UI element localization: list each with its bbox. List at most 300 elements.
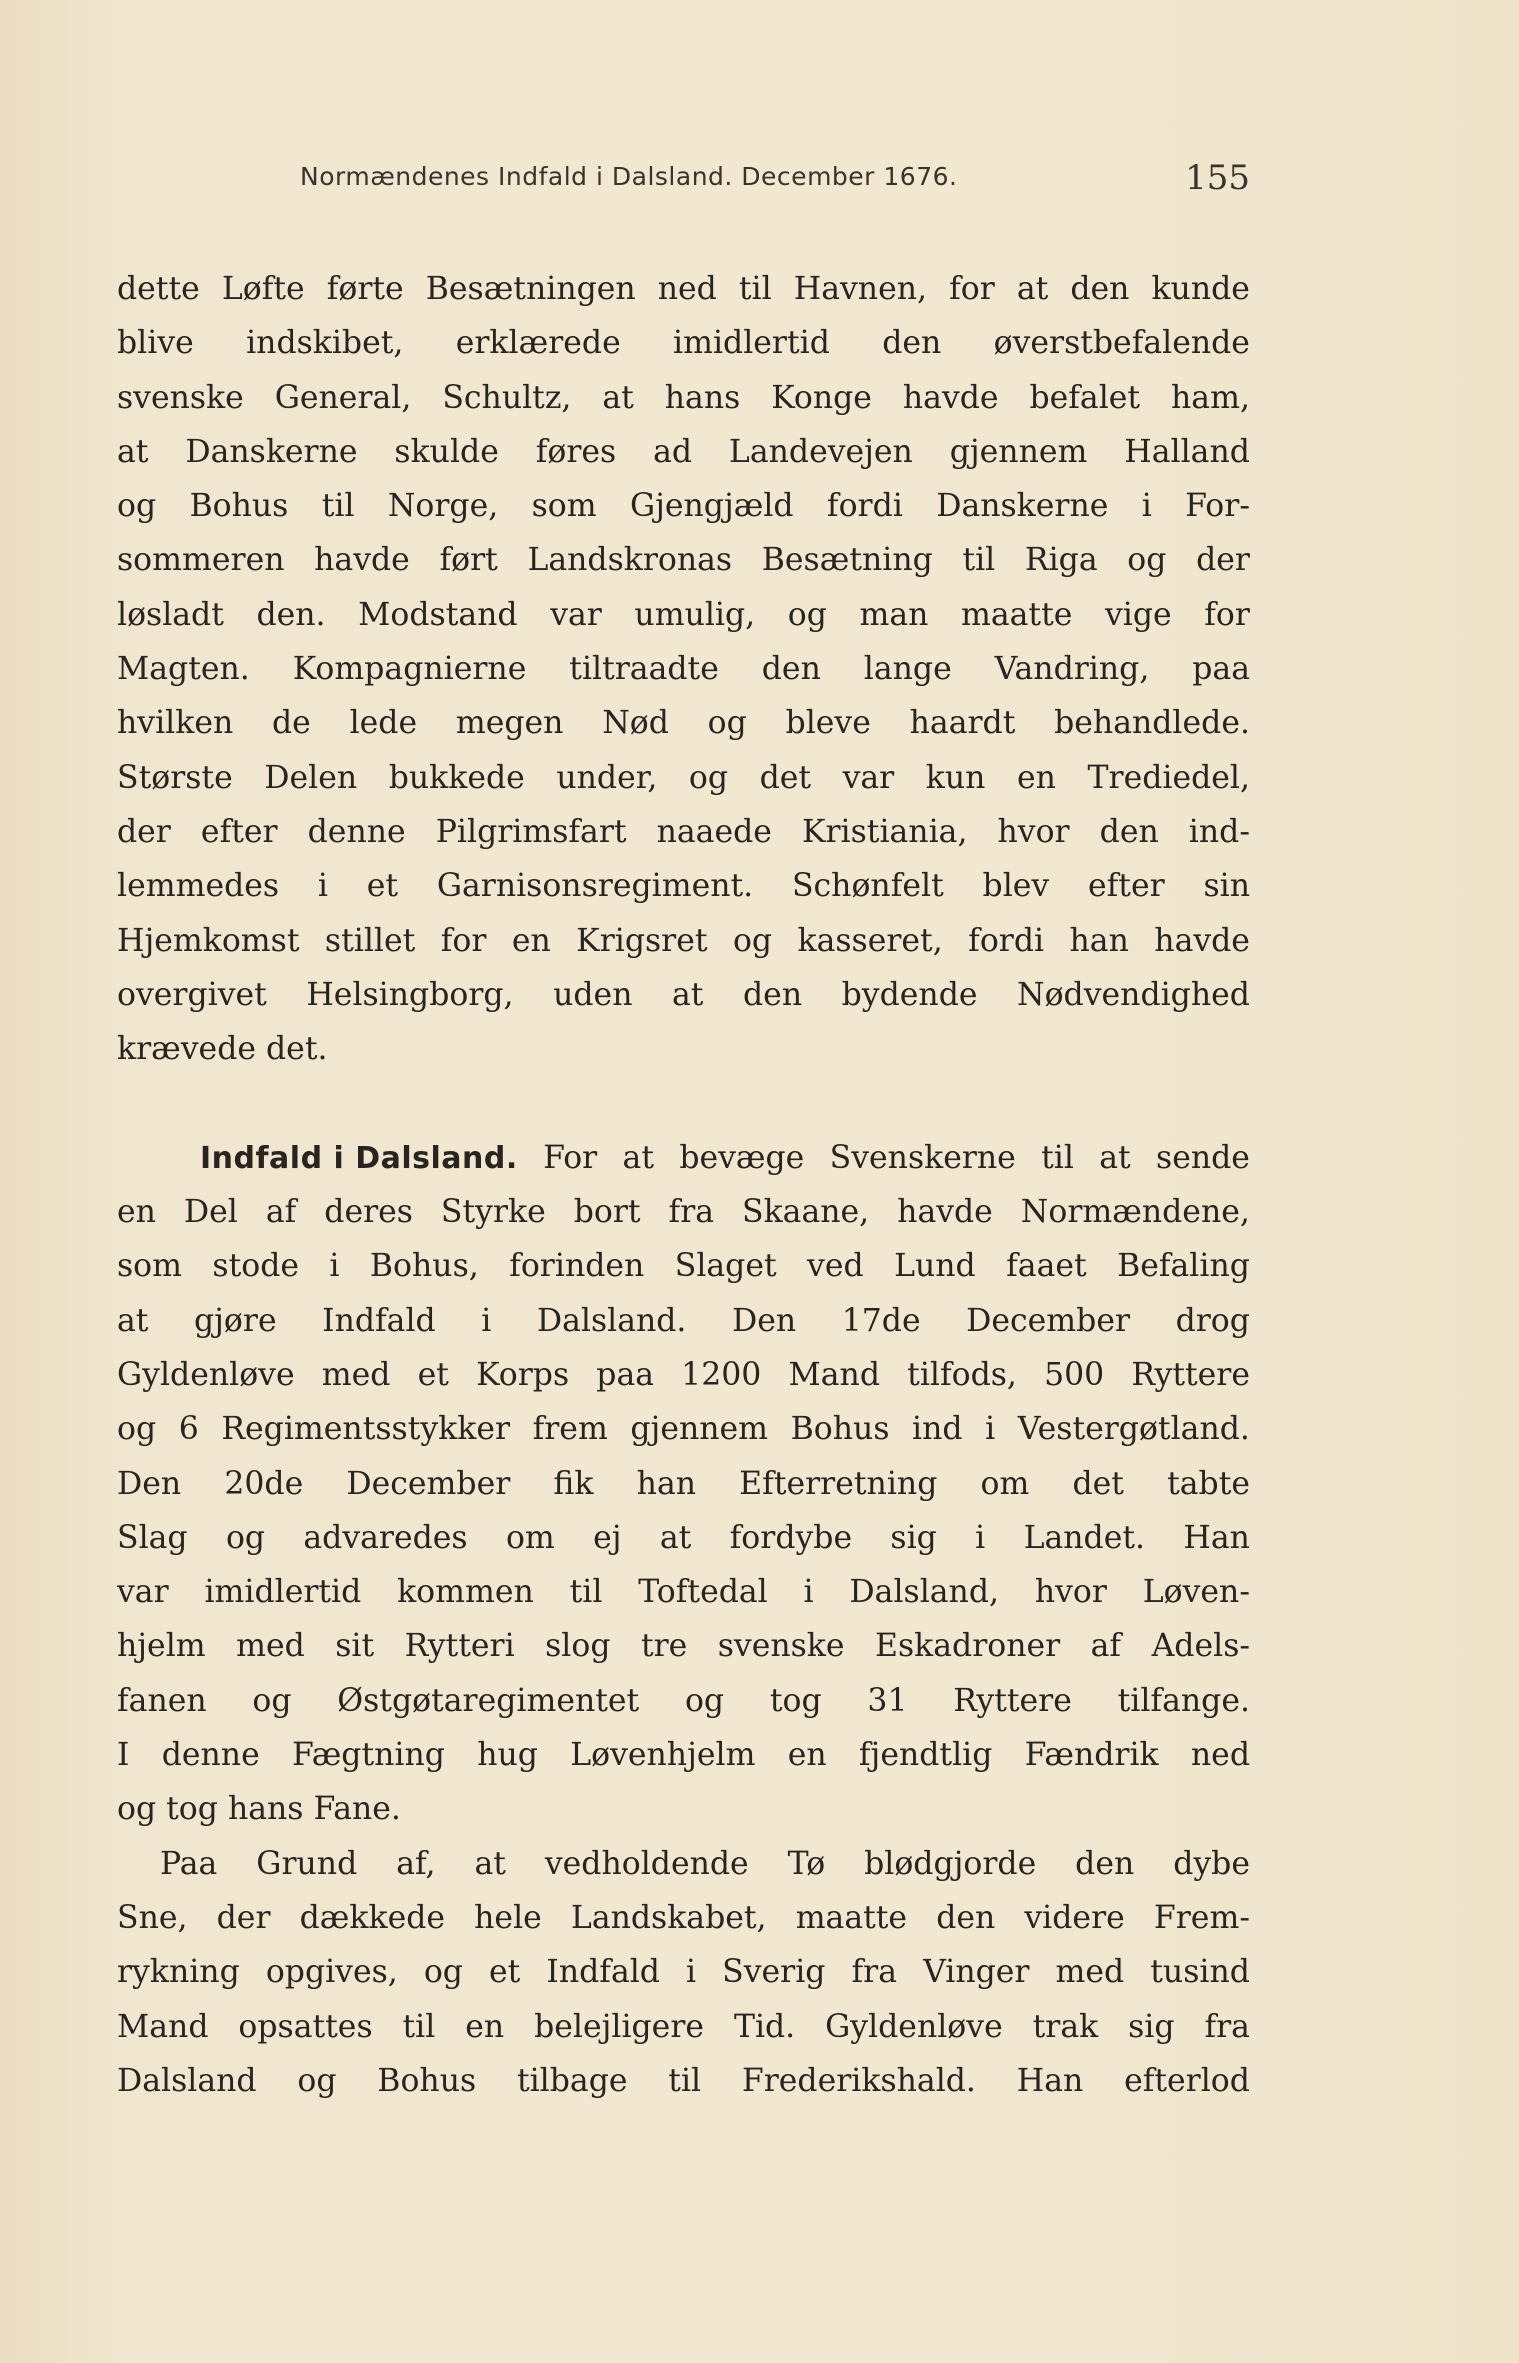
word: at bbox=[474, 1845, 506, 1882]
word: overgivet bbox=[117, 976, 267, 1013]
page-number: 155 bbox=[1185, 158, 1250, 198]
word: til bbox=[402, 2008, 436, 2045]
word: af bbox=[1090, 1628, 1122, 1665]
word: som bbox=[531, 488, 597, 525]
word: hjelm bbox=[117, 1628, 206, 1665]
word: Landskabet, bbox=[570, 1899, 767, 1936]
word: Tid. bbox=[733, 2008, 796, 2045]
text-line bbox=[117, 1402, 1250, 1456]
word: Vandring, bbox=[994, 651, 1150, 688]
word: fra bbox=[668, 1194, 715, 1231]
paragraph-end-line bbox=[117, 1022, 1250, 1076]
word: og bbox=[117, 488, 157, 525]
word: 1200 bbox=[681, 1356, 762, 1393]
word: drog bbox=[1175, 1302, 1250, 1339]
word: Østgøtaregimentet bbox=[337, 1682, 640, 1719]
word: dækkede bbox=[299, 1899, 446, 1936]
text-line bbox=[117, 1891, 1250, 1945]
word: Fændrik bbox=[1024, 1737, 1159, 1774]
word: Styrke bbox=[440, 1194, 546, 1231]
word: at bbox=[117, 433, 149, 470]
word: skulde bbox=[394, 433, 499, 470]
word: og bbox=[252, 1682, 292, 1719]
word: December bbox=[346, 1465, 511, 1502]
word: efterlod bbox=[1124, 2062, 1250, 2099]
word: bort bbox=[573, 1194, 641, 1231]
word: opgives, bbox=[265, 1954, 398, 1991]
word: dette bbox=[117, 271, 200, 307]
word: Slag bbox=[117, 1519, 188, 1556]
word: en bbox=[787, 1737, 827, 1774]
word: Sverig bbox=[722, 1954, 826, 1991]
word: belejligere bbox=[534, 2008, 705, 2045]
word: der bbox=[1196, 542, 1250, 579]
word: fordi bbox=[826, 488, 903, 525]
word: behandlede. bbox=[1054, 705, 1250, 742]
word: advaredes bbox=[303, 1519, 468, 1556]
word: løsladt bbox=[117, 596, 224, 633]
text-line bbox=[117, 316, 1250, 370]
paragraph-end-line bbox=[117, 1782, 1250, 1836]
word: man bbox=[859, 596, 929, 633]
word: forinden bbox=[509, 1248, 645, 1285]
word: Han bbox=[1183, 1519, 1250, 1556]
word: Hjemkomst bbox=[117, 922, 300, 959]
word: til bbox=[738, 271, 772, 307]
word: og bbox=[1127, 542, 1167, 579]
text-line bbox=[117, 588, 1250, 642]
word: den bbox=[761, 651, 821, 688]
word: det bbox=[759, 759, 812, 796]
word: imidlertid bbox=[204, 1574, 362, 1611]
word: Rytteri bbox=[404, 1628, 515, 1665]
word: føres bbox=[535, 433, 617, 470]
word: maatte bbox=[795, 1899, 908, 1936]
word: hvor bbox=[1034, 1574, 1107, 1611]
word: fordybe bbox=[729, 1519, 853, 1556]
text-line bbox=[117, 696, 1250, 750]
word: ej bbox=[593, 1519, 622, 1556]
word: bukkede bbox=[388, 759, 525, 796]
word: Vinger bbox=[923, 1954, 1030, 1991]
section-heading: Indfald i Dalsland. bbox=[200, 1140, 518, 1176]
word: Gyldenløve bbox=[117, 1356, 295, 1393]
word: Trediedel, bbox=[1087, 759, 1250, 796]
word: hans bbox=[664, 379, 741, 416]
text-line bbox=[117, 805, 1250, 859]
word: sig bbox=[1128, 2008, 1175, 2045]
word: gjennem bbox=[949, 433, 1088, 470]
word: General, bbox=[274, 379, 412, 416]
word: der bbox=[117, 813, 171, 850]
word: ham, bbox=[1171, 379, 1250, 416]
word: lange bbox=[863, 651, 952, 688]
word: tilfods, bbox=[907, 1356, 1017, 1393]
word: Landevejen bbox=[728, 433, 913, 470]
word: svenske bbox=[117, 379, 244, 416]
word: og bbox=[707, 705, 747, 742]
word: og bbox=[732, 922, 773, 959]
word: bevæge bbox=[679, 1139, 805, 1176]
word: den bbox=[936, 1899, 996, 1936]
word: Helsingborg, bbox=[306, 976, 514, 1013]
word: gjøre bbox=[193, 1302, 277, 1339]
word: havde bbox=[897, 1194, 993, 1231]
word: til bbox=[962, 542, 996, 579]
word: hvor bbox=[997, 813, 1070, 850]
text-line bbox=[117, 751, 1250, 805]
word: i bbox=[985, 1411, 996, 1448]
word: paa bbox=[1192, 651, 1250, 688]
word: Indfald bbox=[546, 1954, 660, 1991]
word: Dalsland bbox=[117, 2062, 257, 2099]
word: 500 bbox=[1044, 1356, 1105, 1393]
word: Dalsland, bbox=[849, 1574, 1000, 1611]
word: Svenskerne bbox=[829, 1139, 1016, 1176]
word: kun bbox=[925, 759, 986, 796]
word: fik bbox=[553, 1465, 594, 1502]
word: og bbox=[684, 1682, 725, 1719]
word: Schultz, bbox=[442, 379, 572, 416]
word: den bbox=[743, 976, 803, 1013]
word: 20de bbox=[224, 1465, 304, 1502]
text-line bbox=[117, 1294, 1250, 1348]
word: og bbox=[225, 1519, 266, 1556]
word: den. bbox=[256, 596, 326, 633]
word: med bbox=[1055, 1954, 1125, 1991]
running-head: Normændenes Indfald i Dalsland. December 1676. bbox=[300, 162, 958, 191]
word: 17de bbox=[841, 1302, 921, 1339]
word: af bbox=[265, 1194, 297, 1231]
word: denne bbox=[161, 1737, 260, 1774]
word: Mand bbox=[117, 2008, 209, 2045]
word: en bbox=[465, 2008, 505, 2045]
word: en bbox=[117, 1194, 156, 1231]
word: med bbox=[321, 1356, 391, 1393]
word: Modstand bbox=[358, 596, 518, 633]
word: Normændene, bbox=[1020, 1194, 1250, 1231]
text-line bbox=[117, 262, 1250, 316]
word: Frem- bbox=[1153, 1899, 1250, 1936]
word: Halland bbox=[1124, 433, 1250, 470]
word: Gjengjæld bbox=[629, 488, 794, 525]
word: Schønfelt bbox=[791, 868, 944, 905]
word: Løfte bbox=[221, 271, 305, 307]
word: Danskerne bbox=[936, 488, 1109, 525]
word: om bbox=[505, 1519, 555, 1556]
word: af, bbox=[396, 1845, 436, 1882]
word: sig bbox=[890, 1519, 937, 1556]
word: bydende bbox=[841, 976, 978, 1013]
word: Danskerne bbox=[185, 433, 358, 470]
text-line bbox=[117, 479, 1250, 533]
text-line bbox=[117, 1457, 1250, 1511]
text-line bbox=[117, 1185, 1250, 1239]
word: Toftedal bbox=[638, 1574, 768, 1611]
word: opsattes bbox=[238, 2008, 373, 2045]
word: for bbox=[1204, 596, 1250, 633]
text-line bbox=[117, 1728, 1250, 1782]
page-header bbox=[117, 158, 1250, 198]
word: Bohus, bbox=[369, 1248, 479, 1285]
word: haardt bbox=[909, 705, 1016, 742]
word: Skaane, bbox=[742, 1194, 870, 1231]
word: kasseret, bbox=[797, 922, 943, 959]
text-line bbox=[117, 2054, 1250, 2108]
paragraph-gap bbox=[117, 1076, 1250, 1130]
word: denne bbox=[307, 813, 406, 850]
word: i bbox=[803, 1574, 814, 1611]
word: Han bbox=[1016, 2062, 1084, 2099]
word: Dalsland. bbox=[536, 1302, 687, 1339]
word: til bbox=[569, 1574, 603, 1611]
word: med bbox=[236, 1628, 305, 1665]
word: Mand bbox=[788, 1356, 880, 1393]
word: indskibet, bbox=[246, 325, 404, 362]
word: blev bbox=[982, 868, 1050, 905]
word: Tø bbox=[787, 1845, 826, 1882]
word: Bohus bbox=[377, 2062, 477, 2099]
word: rykning bbox=[117, 1954, 240, 1991]
word: at bbox=[1016, 271, 1049, 307]
word: Løven- bbox=[1142, 1574, 1250, 1611]
word: Besætningen bbox=[425, 271, 636, 307]
word: tog bbox=[769, 1682, 822, 1719]
word: Ryttere bbox=[953, 1682, 1072, 1719]
word: ført bbox=[439, 542, 498, 579]
word: et bbox=[417, 1356, 449, 1393]
text-line bbox=[117, 533, 1250, 587]
word: Landet. bbox=[1023, 1519, 1146, 1556]
word: der bbox=[216, 1899, 271, 1936]
word: trak bbox=[1032, 2008, 1099, 2045]
word: Lund bbox=[894, 1248, 976, 1285]
word: tre bbox=[640, 1628, 688, 1665]
word: Største bbox=[117, 759, 233, 796]
word: var bbox=[550, 596, 602, 633]
word: ned bbox=[657, 271, 717, 307]
word: hele bbox=[474, 1899, 542, 1936]
word: Den bbox=[731, 1302, 797, 1339]
word: Slaget bbox=[674, 1248, 777, 1285]
word: Adels- bbox=[1151, 1628, 1250, 1665]
word: om bbox=[980, 1465, 1030, 1502]
text-line bbox=[117, 1674, 1250, 1728]
word: var bbox=[117, 1574, 169, 1611]
word: tilfange. bbox=[1117, 1682, 1250, 1719]
word: Magten. bbox=[117, 651, 250, 688]
word: For- bbox=[1185, 488, 1250, 525]
word: at bbox=[602, 379, 634, 416]
word: ad bbox=[653, 433, 693, 470]
word: den bbox=[882, 325, 942, 362]
word: 31 bbox=[867, 1682, 908, 1719]
word: Befaling bbox=[1117, 1248, 1250, 1285]
word: erklærede bbox=[455, 325, 621, 362]
word: til bbox=[1041, 1139, 1074, 1176]
word: Bohus bbox=[189, 488, 289, 525]
word: Bohus bbox=[790, 1411, 890, 1448]
word: Frederikshald. bbox=[741, 2062, 976, 2099]
section-heading-line bbox=[117, 1131, 1250, 1185]
word: Vestergøtland. bbox=[1017, 1411, 1250, 1448]
word: kunde bbox=[1151, 271, 1250, 307]
word: Løvenhjelm bbox=[570, 1737, 756, 1774]
word: at bbox=[1099, 1139, 1131, 1176]
word: havde bbox=[1154, 922, 1250, 959]
word: i bbox=[1141, 488, 1152, 525]
word: Kristiania, bbox=[801, 813, 968, 850]
word: Paa bbox=[160, 1845, 218, 1882]
word: at bbox=[117, 1302, 149, 1339]
word: hvilken bbox=[117, 705, 234, 742]
word: fra bbox=[851, 1954, 898, 1991]
word: efter bbox=[1088, 868, 1165, 905]
word: i bbox=[975, 1519, 986, 1556]
word: For bbox=[543, 1139, 598, 1176]
word: Grund bbox=[256, 1845, 358, 1882]
word: imidlertid bbox=[673, 325, 830, 362]
line-text: og tog hans Fane. bbox=[117, 1791, 401, 1828]
word: en bbox=[511, 922, 551, 959]
word: en bbox=[1017, 759, 1056, 796]
text-line bbox=[117, 1348, 1250, 1402]
word: Havnen, bbox=[793, 271, 928, 307]
word: at bbox=[622, 1139, 654, 1176]
word: og bbox=[787, 596, 827, 633]
word: sin bbox=[1203, 868, 1250, 905]
word: December bbox=[966, 1302, 1131, 1339]
word: den bbox=[1070, 271, 1130, 307]
word: som bbox=[117, 1248, 182, 1285]
word: den bbox=[1099, 813, 1159, 850]
word: ind- bbox=[1188, 813, 1250, 850]
word: ind bbox=[912, 1411, 963, 1448]
word: stode bbox=[212, 1248, 300, 1285]
word: under, bbox=[556, 759, 658, 796]
word: lemmedes bbox=[117, 868, 280, 905]
word: hug bbox=[477, 1737, 538, 1774]
word: tiltraadte bbox=[569, 651, 719, 688]
text-line bbox=[117, 1945, 1250, 1999]
word: for bbox=[440, 922, 487, 959]
word: Pilgrimsfart bbox=[435, 813, 627, 850]
word: det bbox=[1072, 1465, 1124, 1502]
word: blødgjorde bbox=[864, 1845, 1037, 1882]
word: Kompagnierne bbox=[292, 651, 527, 688]
word: Besætning bbox=[761, 542, 933, 579]
word: Fægtning bbox=[291, 1737, 445, 1774]
paragraph-start-line bbox=[117, 1837, 1250, 1891]
word: et bbox=[489, 1954, 521, 1991]
word: at bbox=[659, 1519, 692, 1556]
word: Nødvendighed bbox=[1017, 976, 1250, 1013]
word: stillet bbox=[324, 922, 416, 959]
word: fanen bbox=[117, 1682, 207, 1719]
word: Den bbox=[117, 1465, 182, 1502]
word: de bbox=[272, 705, 311, 742]
word: Garnisonsregiment. bbox=[436, 868, 754, 905]
word: Sne, bbox=[117, 1899, 188, 1936]
text-line bbox=[117, 1239, 1250, 1293]
text-line bbox=[117, 859, 1250, 913]
text-line bbox=[117, 2000, 1250, 2054]
word: Del bbox=[183, 1194, 238, 1231]
word: I bbox=[117, 1737, 130, 1774]
word: tilbage bbox=[516, 2062, 628, 2099]
text-line bbox=[117, 968, 1250, 1022]
word: umulig, bbox=[634, 596, 756, 633]
word: Eskadroner bbox=[875, 1628, 1061, 1665]
word: havde bbox=[902, 379, 999, 416]
word: i bbox=[329, 1248, 340, 1285]
word: tusind bbox=[1150, 1954, 1250, 1991]
word: efter bbox=[200, 813, 278, 850]
word: naaede bbox=[656, 813, 772, 850]
text-line bbox=[117, 425, 1250, 479]
word: vedholdende bbox=[544, 1845, 749, 1882]
word: Regimentsstykker bbox=[221, 1411, 511, 1448]
word: fordi bbox=[968, 922, 1045, 959]
word: bleve bbox=[785, 705, 871, 742]
word: øverstbefalende bbox=[993, 325, 1250, 362]
word: Landskronas bbox=[527, 542, 733, 579]
word: han bbox=[1069, 922, 1129, 959]
word: Ryttere bbox=[1131, 1356, 1250, 1393]
text-line bbox=[117, 371, 1250, 425]
word: vige bbox=[1104, 596, 1172, 633]
word: faaet bbox=[1006, 1248, 1087, 1285]
word: befalet bbox=[1029, 379, 1141, 416]
word: i bbox=[317, 868, 328, 905]
word: for bbox=[949, 271, 995, 307]
word: han bbox=[636, 1465, 697, 1502]
word: frem bbox=[532, 1411, 608, 1448]
word: Gyldenløve bbox=[825, 2008, 1003, 2045]
text-line bbox=[117, 1511, 1250, 1565]
word: og bbox=[688, 759, 729, 796]
word: til bbox=[668, 2062, 702, 2099]
word: dybe bbox=[1173, 1845, 1250, 1882]
text-line bbox=[117, 914, 1250, 968]
word: ved bbox=[807, 1248, 864, 1285]
word: fra bbox=[1204, 2008, 1250, 2045]
word: et bbox=[366, 868, 399, 905]
line-text: krævede det. bbox=[117, 1031, 328, 1068]
word: paa bbox=[596, 1356, 655, 1393]
word: deres bbox=[324, 1194, 413, 1231]
word: førte bbox=[326, 271, 404, 307]
word: sende bbox=[1156, 1139, 1250, 1176]
word: og bbox=[423, 1954, 463, 1991]
text-line bbox=[117, 642, 1250, 696]
word: at bbox=[672, 976, 704, 1013]
word: Nød bbox=[602, 705, 669, 742]
word: den bbox=[1075, 1845, 1135, 1882]
word: maatte bbox=[961, 596, 1073, 633]
word: videre bbox=[1024, 1899, 1125, 1936]
word: Korps bbox=[476, 1356, 570, 1393]
word: Riga bbox=[1024, 542, 1098, 579]
word: gjennem bbox=[630, 1411, 769, 1448]
body-text bbox=[117, 262, 1250, 2108]
word: sit bbox=[335, 1628, 375, 1665]
word: i bbox=[686, 1954, 697, 1991]
text-line bbox=[117, 1565, 1250, 1619]
word: megen bbox=[455, 705, 564, 742]
word: fjendtlig bbox=[858, 1737, 993, 1774]
word: Krigsret bbox=[576, 922, 708, 959]
